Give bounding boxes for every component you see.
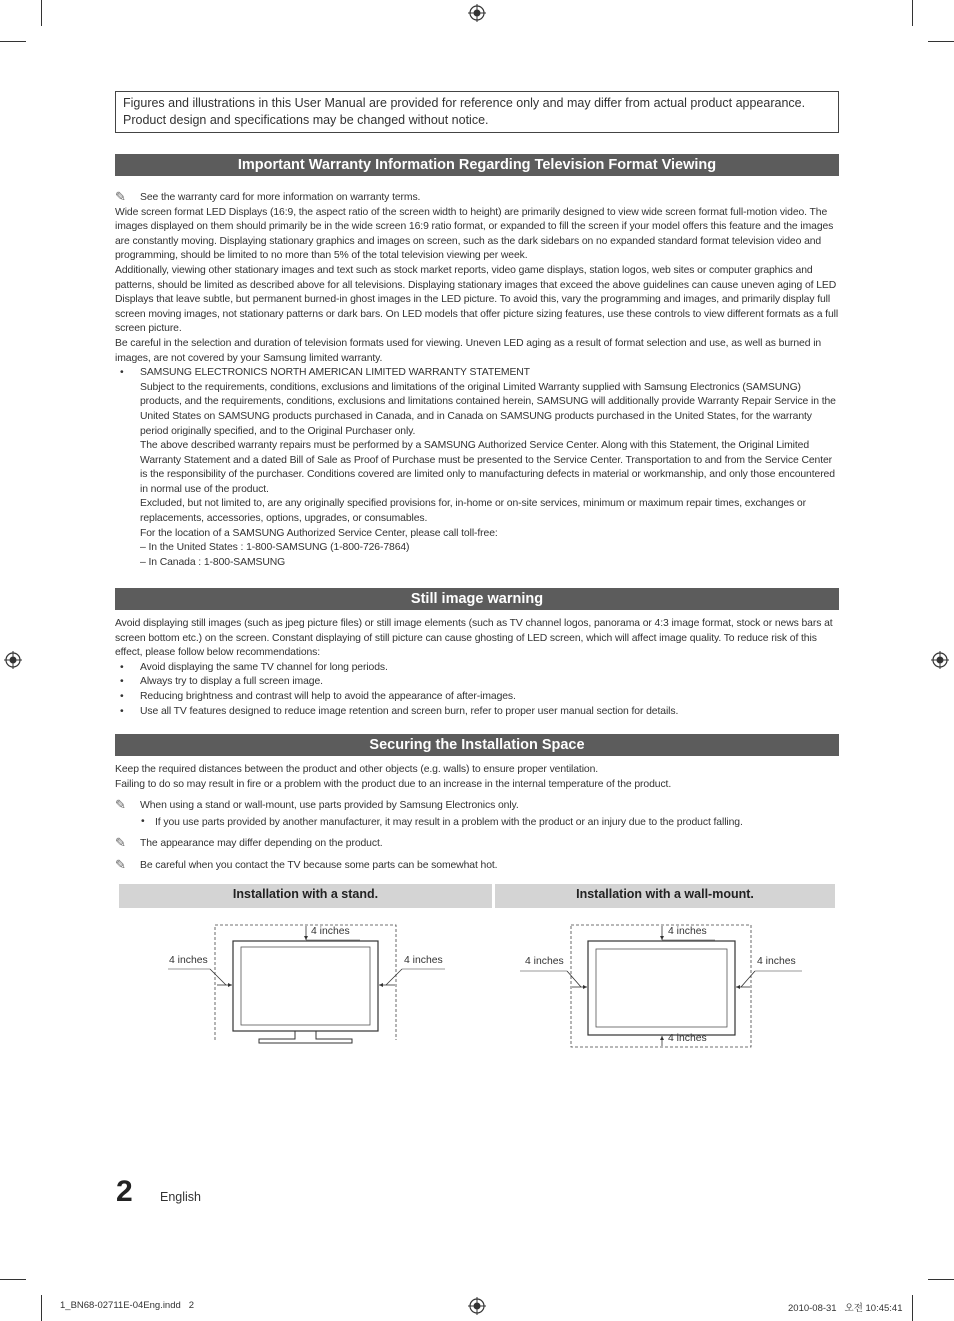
crop-mark	[928, 1279, 954, 1280]
warranty-body	[115, 191, 839, 570]
paragraph: The above described warranty repairs must be performed by a SAMSUNG Authorized Service Center. Along with this Statement, the Original Limited Warranty Statement and a dated Bill of Sale as Proof of Purchase must be presented to the Service Center. Transportation to and from the Service Center is the responsibility of the purchaser. Conditions covered are limited only to manufacturing defects in material or workmanship, and only those encountered in normal use of the product.	[140, 440, 835, 495]
bullet-item: • SAMSUNG ELECTRONICS NORTH AMERICAN LIMITED WARRANTY STATEMENT	[115, 366, 839, 381]
section-header-installation: Securing the Installation Space	[115, 734, 839, 756]
bullet-icon: •	[120, 661, 124, 673]
disclaimer-line: Product design and specifications may be changed without notice.	[123, 113, 489, 127]
registration-mark-icon	[4, 651, 22, 669]
paragraph: Failing to do so may result in fire or a problem with the product due to an increase in the internal temperature of the product.	[115, 778, 672, 790]
bullet-item: • Always try to display a full screen image.	[115, 675, 839, 690]
phone-canada: – In Canada : 1-800-SAMSUNG	[140, 556, 286, 568]
language-label: English	[160, 1190, 201, 1204]
distance-label-left: 4 inches	[525, 956, 564, 967]
sub-bullet-item: • If you use parts provided by another manufacturer, it may result in a problem with the product or an injury due to the product falling.	[141, 815, 743, 828]
bullet-icon: •	[141, 815, 145, 827]
paragraph: Excluded, but not limited to, are any originally specified provisions for, in-home or on-site services, minimum or maximum repair times, exchanges or replacements, accessories, options, upgrades, or consumables.	[140, 498, 806, 525]
note: ✎ See the warranty card for more information on warranty terms.	[115, 189, 421, 204]
wall-mount-installation-diagram	[515, 915, 815, 1055]
bullet-icon: •	[120, 367, 124, 379]
still-body	[115, 617, 839, 719]
phone-us: – In the United States : 1-800-SAMSUNG (1-800-726-7864)	[140, 542, 410, 554]
crop-mark	[41, 0, 42, 26]
distance-label-top: 4 inches	[311, 926, 350, 937]
distance-label-bottom: 4 inches	[668, 1033, 707, 1044]
crop-mark	[0, 41, 26, 42]
distance-label-right: 4 inches	[404, 955, 443, 966]
stand-caption: Installation with a stand.	[119, 884, 492, 908]
paragraph: Keep the required distances between the product and other objects (e.g. walls) to ensure proper ventilation.	[115, 764, 599, 775]
note: ✎ The appearance may differ depending on the product.	[115, 835, 383, 851]
crop-mark	[41, 1295, 42, 1321]
bullet-icon: •	[120, 705, 124, 717]
print-timestamp: 2010-08-31 오전 10:45:41	[788, 1303, 903, 1314]
pencil-note-icon: ✎	[115, 797, 126, 813]
note: ✎ Be careful when you contact the TV because some parts can be somewhat hot.	[115, 856, 498, 872]
crop-mark	[912, 1295, 913, 1321]
note: ✎ When using a stand or wall-mount, use parts provided by Samsung Electronics only.	[115, 797, 519, 813]
file-name: 1_BN68-02711E-04Eng.indd 2	[60, 1300, 194, 1311]
registration-mark-icon	[468, 4, 486, 22]
crop-mark	[912, 0, 913, 26]
paragraph: Wide screen format LED Displays (16:9, the aspect ratio of the screen width to height) are primarily designed to view wide screen format full-motion video. The images displayed on them should primarily be in the wide screen 16:9 ratio format, or expanded to fill the screen if your model offers this feature and the images are constantly moving. Displaying stationary graphics and images on screen, such as the dark sidebars on no expanded standard format television video and programming, should be limited to no more than 5% of the total television viewing per week.	[115, 206, 834, 262]
paragraph: For the location of a SAMSUNG Authorized Service Center, please call toll-free:	[140, 527, 498, 539]
bullet-icon: •	[120, 676, 124, 688]
stand-installation-diagram	[160, 915, 460, 1050]
paragraph: Avoid displaying still images (such as jpeg picture files) or still image elements (such as TV channel logos, panorama or 4:3 image format, stock or news bars at screen bottom etc.) on the screen. Constant displaying of still picture can cause ghosting of LED screen, which will affect image quality. To reduce risk of this effect, please follow below recommendations:	[115, 618, 833, 659]
section-header-still-image: Still image warning	[115, 588, 839, 610]
install-body	[115, 763, 839, 874]
distance-label-left: 4 inches	[169, 955, 208, 966]
page-number: 2	[116, 1175, 133, 1208]
disclaimer-box	[115, 91, 839, 133]
distance-label-top: 4 inches	[668, 926, 707, 937]
paragraph: Subject to the requirements, conditions, exclusions and limitations of the original Limited Warranty supplied with Samsung Electronics (SAMSUNG) products, and the requirements, conditions, exclusions and limitations contained herein, SAMSUNG will additionally provide Warranty Repair Service in the United States on SAMSUNG products purchased in Canada, and in Canada on SAMSUNG products purchased in the United States, for the warranty period originally specified, and to the Original Purchaser only.	[140, 381, 836, 437]
bullet-item: • Avoid displaying the same TV channel for long periods.	[115, 661, 839, 676]
registration-mark-icon	[468, 1297, 486, 1315]
disclaimer-line: Figures and illustrations in this User Manual are provided for reference only and may differ from actual product appearance.	[123, 96, 806, 110]
pencil-note-icon: ✎	[115, 189, 126, 204]
section-header-warranty: Important Warranty Information Regarding Television Format Viewing	[115, 154, 839, 176]
paragraph: Be careful in the selection and duration of television formats used for viewing. Uneven LED aging as a result of format selection and use, as well as burned in images, are not covered by your Samsung limited warranty.	[115, 337, 822, 364]
crop-mark	[0, 1279, 26, 1280]
wall-mount-caption: Installation with a wall-mount.	[495, 884, 835, 908]
bullet-item: • Reducing brightness and contrast will help to avoid the appearance of after-images.	[115, 690, 839, 705]
bullet-item: • Use all TV features designed to reduce image retention and screen burn, refer to proper user manual section for details.	[115, 705, 839, 720]
pencil-note-icon: ✎	[115, 835, 126, 851]
registration-mark-icon	[931, 651, 949, 669]
paragraph: Additionally, viewing other stationary images and text such as stock market reports, video game displays, station logos, web sites or computer graphics and patterns, should be limited as described above for all televisions. Displaying stationary images that exceed the above guidelines can cause uneven aging of LED Displays that leave subtle, but permanent burned-in ghost images in the LED picture. To avoid this, vary the programming and images, and primarily display full screen moving images, not stationary patterns or dark bars. On LED models that offer picture sizing features, use these controls to view different formats as a full screen picture.	[115, 264, 839, 335]
bullet-icon: •	[120, 690, 124, 702]
crop-mark	[928, 41, 954, 42]
pencil-note-icon: ✎	[115, 856, 126, 872]
distance-label-right: 4 inches	[757, 956, 796, 967]
